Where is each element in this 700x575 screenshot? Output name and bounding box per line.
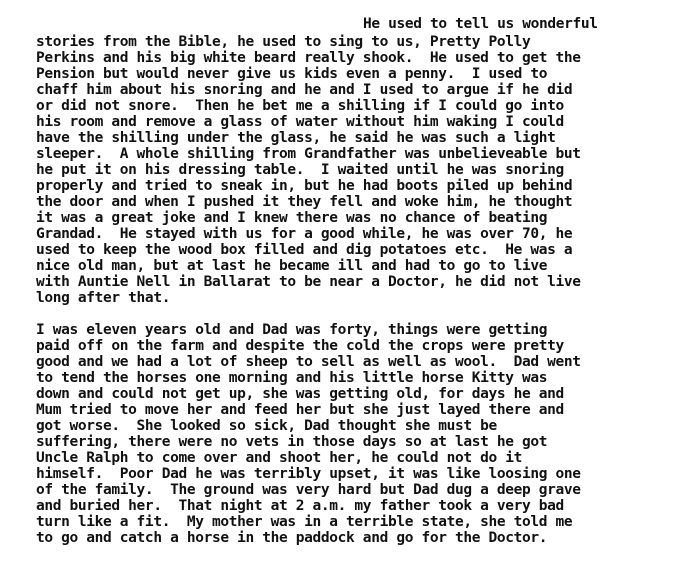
text-line: the door and when I pushed it they fell and woke him, he thought bbox=[36, 194, 573, 210]
text-line: nice old man, but at last he became ill and had to go to live bbox=[36, 258, 548, 274]
text-line: used to keep the wood box filled and dig potatoes etc. He was a bbox=[36, 242, 573, 258]
text-line: of the family. The ground was very hard but Dad dug a deep grave bbox=[36, 482, 581, 498]
text-line: Perkins and his big white beard really shook. He used to get the bbox=[36, 50, 581, 66]
text-line: himself. Poor Dad he was terribly upset, it was like loosing one bbox=[36, 466, 581, 482]
text-line: good and we had a lot of sheep to sell as well as wool. Dad went bbox=[36, 354, 581, 370]
text-line: Grandad. He stayed with us for a good while, he was over 70, he bbox=[36, 226, 573, 242]
text-line: Pension but would never give us kids even a penny. I used to bbox=[36, 66, 548, 82]
text-line: he put it on his dressing table. I waited until he was snoring bbox=[36, 162, 564, 178]
text-line: to tend the horses one morning and his little horse Kitty was bbox=[36, 370, 548, 386]
text-line: long after that. bbox=[36, 290, 171, 306]
text-line: to go and catch a horse in the paddock and go for the Doctor. bbox=[36, 530, 548, 546]
text-line: paid off on the farm and despite the cold the crops were pretty bbox=[36, 338, 564, 354]
text-line: I was eleven years old and Dad was forty, things were getting bbox=[36, 322, 548, 338]
text-line: sleeper. A whole shilling from Grandfather was unbelieveable but bbox=[36, 146, 581, 162]
text-line: chaff him about his snoring and he and I used to argue if he did bbox=[36, 82, 573, 98]
text-line: his room and remove a glass of water without him waking I could bbox=[36, 114, 564, 130]
text-line: Uncle Ralph to come over and shoot her, he could not do it bbox=[36, 450, 523, 466]
text-line: with Auntie Nell in Ballarat to be near a Doctor, he did not live bbox=[36, 274, 581, 290]
text-line: He used to tell us wonderful bbox=[363, 16, 598, 32]
text-line: and buried her. That night at 2 a.m. my father took a very bad bbox=[36, 498, 564, 514]
text-line: have the shilling under the glass, he said he was such a light bbox=[36, 130, 556, 146]
text-line: got worse. She looked so sick, Dad thought she must be bbox=[36, 418, 497, 434]
text-line: it was a great joke and I knew there was no chance of beating bbox=[36, 210, 548, 226]
text-line: down and could not get up, she was getting old, for days he and bbox=[36, 386, 564, 402]
text-line: properly and tried to sneak in, but he had boots piled up behind bbox=[36, 178, 573, 194]
text-line: Mum tried to move her and feed her but she just layed there and bbox=[36, 402, 564, 418]
text-line: or did not snore. Then he bet me a shilling if I could go into bbox=[36, 98, 564, 114]
text-line: turn like a fit. My mother was in a terrible state, she told me bbox=[36, 514, 573, 530]
text-line: stories from the Bible, he used to sing to us, Pretty Polly bbox=[36, 34, 531, 50]
text-line: suffering, there were no vets in those days so at last he got bbox=[36, 434, 548, 450]
